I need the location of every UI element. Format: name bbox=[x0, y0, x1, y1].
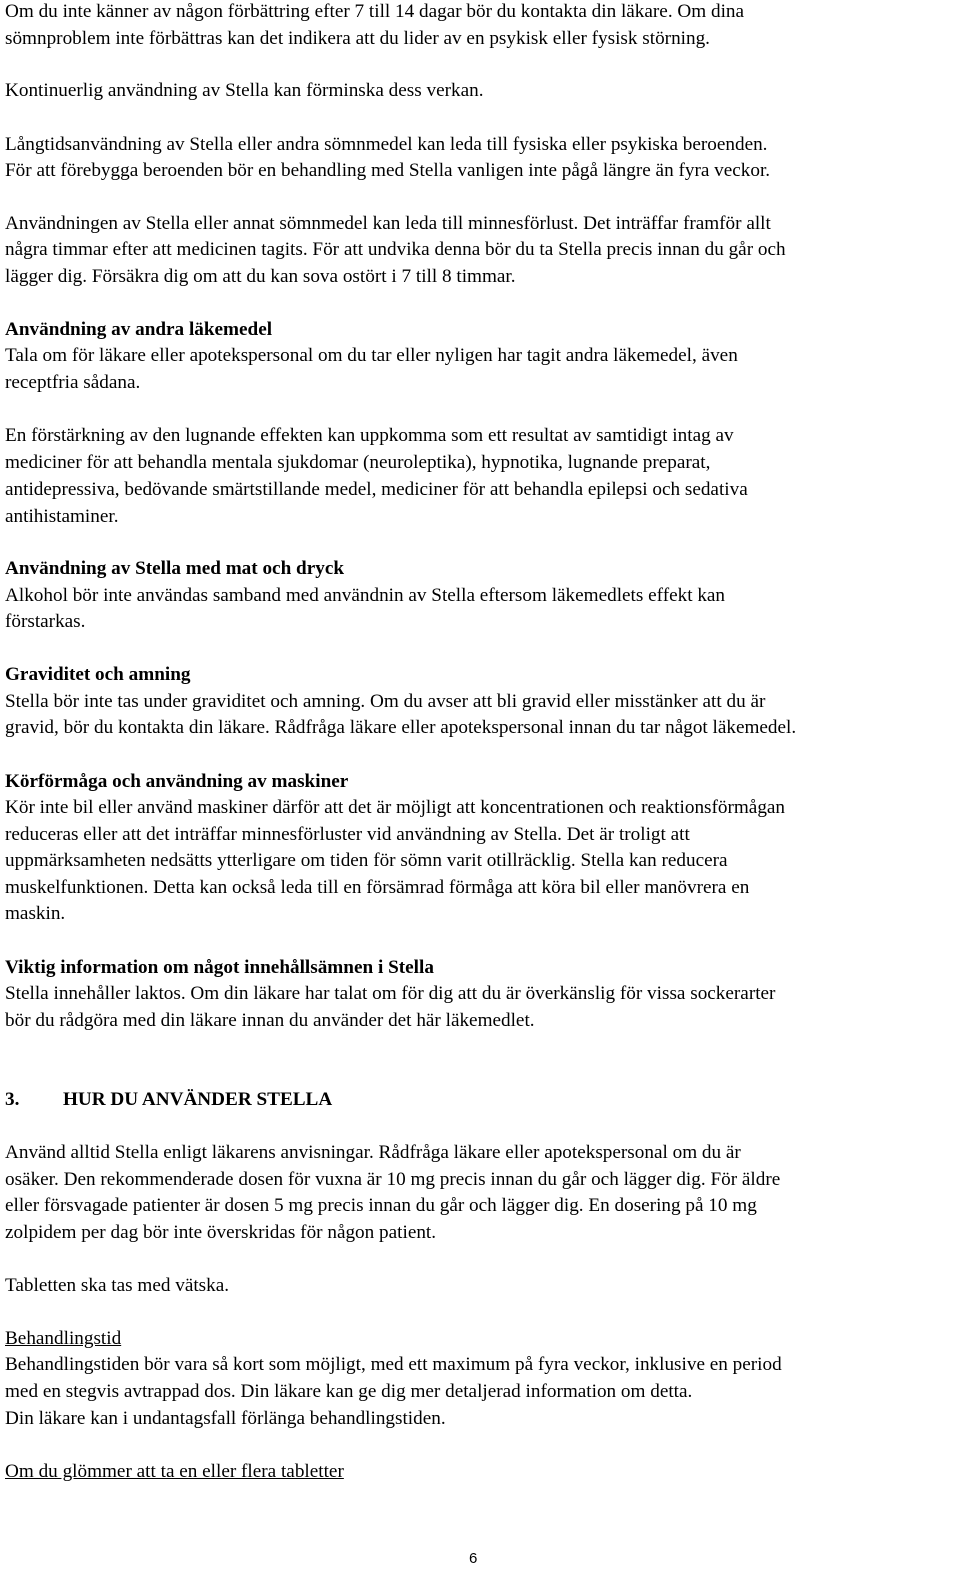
body-text-line: lägger dig. Försäkra dig om att du kan sova ostört i 7 till 8 timmar. bbox=[5, 266, 516, 287]
body-text-line: gravid, bör du kontakta din läkare. Rådfråga läkare eller apotekspersonal innan du tar något läkemedel. bbox=[5, 717, 797, 738]
body-text-line: maskin. bbox=[5, 903, 66, 924]
body-text-line: Kör inte bil eller använd maskiner därför att det är möjligt att koncentrationen och reaktionsförmågan bbox=[5, 797, 786, 818]
body-text-line: muskelfunktionen. Detta kan också leda till en försämrad förmåga att köra bil eller manövrera en bbox=[5, 877, 750, 898]
body-text-line: förstarkas. bbox=[5, 611, 86, 632]
body-text-line: mediciner för att behandla mentala sjukdomar (neuroleptika), hypnotika, lugnande preparat, bbox=[5, 452, 711, 473]
subheading-other-medicines: Användning av andra läkemedel bbox=[5, 319, 273, 340]
body-text-line: Tabletten ska tas med vätska. bbox=[5, 1275, 230, 1296]
body-text-line: sömnproblem inte förbättras kan det indikera att du lider av en psykisk eller fysisk störning. bbox=[5, 28, 710, 49]
subheading-missed-dose: Om du glömmer att ta en eller flera tabletter bbox=[5, 1461, 344, 1482]
body-text-line: Om du inte känner av någon förbättring efter 7 till 14 dagar bör du kontakta din läkare. Om dina bbox=[5, 1, 745, 22]
body-text-line: Långtidsanvändning av Stella eller andra sömnmedel kan leda till fysiska eller psykiska beroenden. bbox=[5, 134, 768, 155]
subheading-driving: Körförmåga och användning av maskiner bbox=[5, 771, 349, 792]
body-text-line: några timmar efter att medicinen tagits. För att undvika denna bör du ta Stella precis innan du går och bbox=[5, 239, 786, 260]
body-text-line: antihistaminer. bbox=[5, 506, 119, 527]
body-text-line: Kontinuerlig användning av Stella kan förminska dess verkan. bbox=[5, 80, 484, 101]
body-text-line: uppmärksamheten nedsätts ytterligare om tiden för sömn varit otillräcklig. Stella kan reducera bbox=[5, 850, 728, 871]
body-text-line: Stella bör inte tas under graviditet och amning. Om du avser att bli gravid eller misstänker att du är bbox=[5, 691, 766, 712]
body-text-line: bör du rådgöra med din läkare innan du använder det här läkemedlet. bbox=[5, 1010, 535, 1031]
body-text-line: eller försvagade patienter är dosen 5 mg precis innan du går och lägger dig. En dosering på 10 mg bbox=[5, 1195, 757, 1216]
body-text-line: Användningen av Stella eller annat sömnmedel kan leda till minnesförlust. Det inträffar framför allt bbox=[5, 213, 771, 234]
body-text-line: osäker. Den rekommenderade dosen för vuxna är 10 mg precis innan du går och lägger dig. För äldre bbox=[5, 1169, 781, 1190]
body-text-line: Använd alltid Stella enligt läkarens anvisningar. Rådfråga läkare eller apotekspersonal om du är bbox=[5, 1142, 741, 1163]
body-text-line: antidepressiva, bedövande smärtstillande medel, mediciner för att behandla epilepsi och sedativa bbox=[5, 479, 748, 500]
body-text-line: reduceras eller att det inträffar minnesförluster vid användning av Stella. Det är troligt att bbox=[5, 824, 690, 845]
body-text-line: Tala om för läkare eller apotekspersonal om du tar eller nyligen har tagit andra läkemedel, även bbox=[5, 345, 738, 366]
body-text-line: För att förebygga beroenden bör en behandling med Stella vanligen inte pågå längre än fyra veckor. bbox=[5, 160, 771, 181]
body-text-line: Stella innehåller laktos. Om din läkare har talat om för dig att du är överkänslig för vissa sockerarter bbox=[5, 983, 776, 1004]
subheading-pregnancy: Graviditet och amning bbox=[5, 664, 191, 685]
section-number: 3. bbox=[5, 1089, 20, 1110]
body-text-line: med en stegvis avtrappad dos. Din läkare kan ge dig mer detaljerad information om detta. bbox=[5, 1381, 693, 1402]
body-text-line: En förstärkning av den lugnande effekten kan uppkomma som ett resultat av samtidigt intag av bbox=[5, 425, 734, 446]
body-text-line: receptfria sådana. bbox=[5, 372, 141, 393]
body-text-line: Behandlingstiden bör vara så kort som möjligt, med ett maximum på fyra veckor, inklusive en period bbox=[5, 1354, 782, 1375]
body-text-line: zolpidem per dag bör inte överskridas för någon patient. bbox=[5, 1222, 437, 1243]
page-number: 6 bbox=[469, 1550, 478, 1567]
section-title: HUR DU ANVÄNDER STELLA bbox=[63, 1089, 333, 1110]
body-text-line: Alkohol bör inte användas samband med användnin av Stella eftersom läkemedlets effekt kan bbox=[5, 585, 726, 606]
subheading-food-drink: Användning av Stella med mat och dryck bbox=[5, 558, 345, 579]
subheading-ingredients: Viktig information om något innehållsämnen i Stella bbox=[5, 957, 434, 978]
body-text-line: Din läkare kan i undantagsfall förlänga behandlingstiden. bbox=[5, 1408, 446, 1429]
subheading-treatment-duration: Behandlingstid bbox=[5, 1328, 122, 1349]
